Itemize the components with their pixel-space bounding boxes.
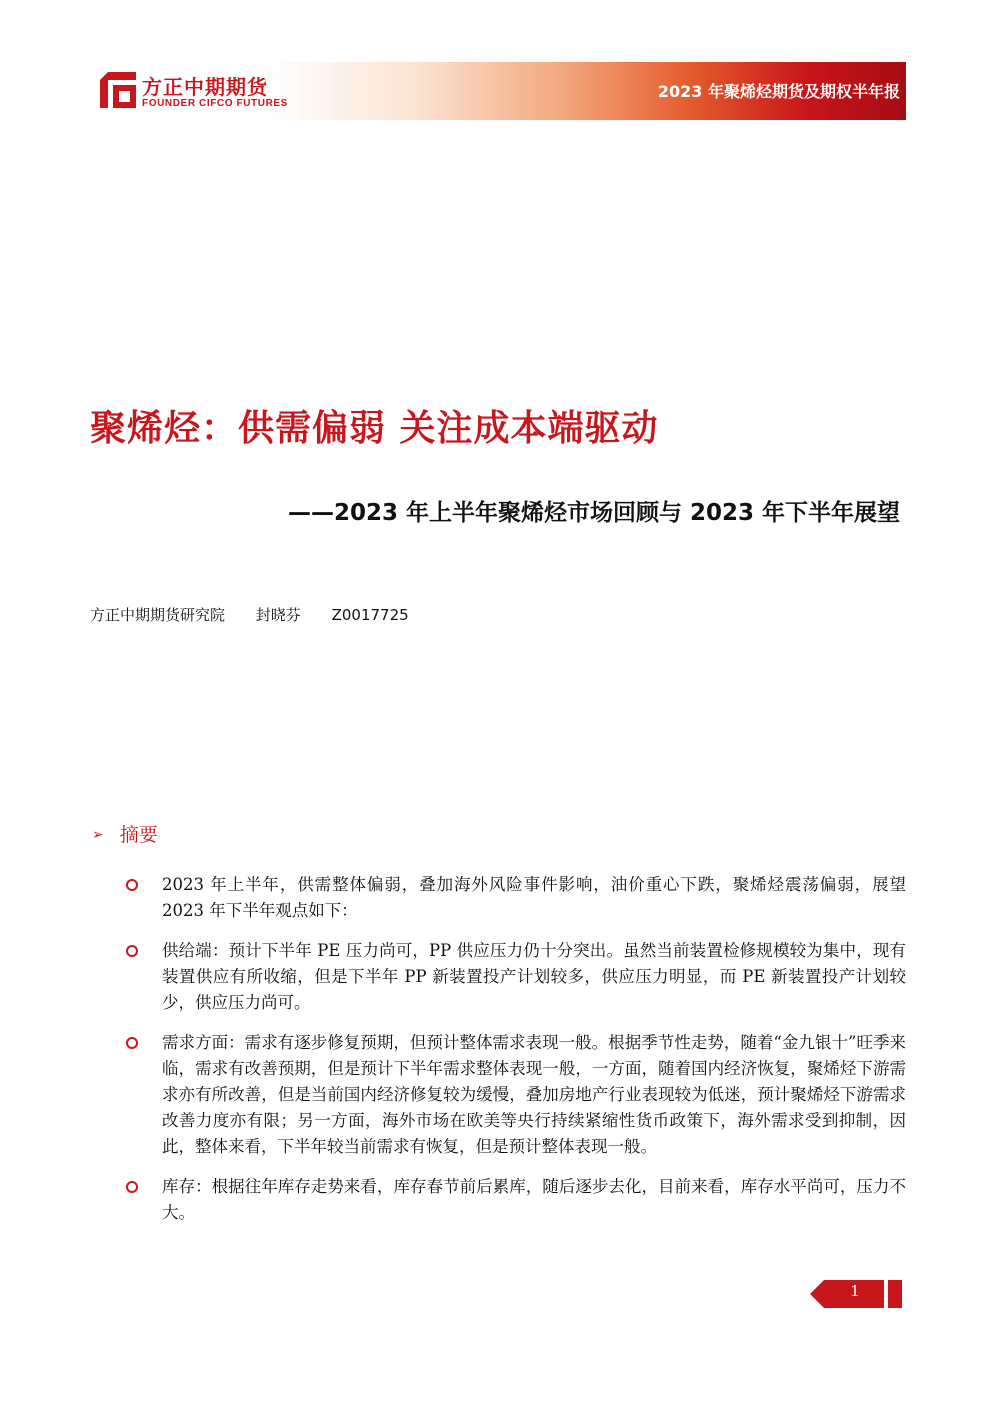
list-item-text: 库存：根据往年库存走势来看，库存春节前后累库，随后逐步去化，目前来看，库存水平尚可，压力不大。: [162, 1177, 906, 1222]
circle-bullet-icon: [126, 879, 138, 891]
arrow-bullet-icon: ➢: [92, 827, 104, 843]
founder-logo-icon: [100, 72, 136, 108]
list-item-text: 需求方面：需求有逐步修复预期，但预计整体需求表现一般。根据季节性走势，随着“金九银十”旺季来临，需求有改善预期，但是预计下半年需求整体表现一般，一方面，随着国内经济恢复，聚烯烃下游需求亦有所改善，但是当前国内经济修复较为缓慢，叠加房地产行业表现较为低迷，预计聚烯烃下游需求改善力度亦有限；另一方面，海外市场在欧美等央行持续紧缩性货币政策下，海外需求受到抑制，因此，整体来看，下半年较当前需求有恢复，但是预计整体表现一般。: [162, 1033, 906, 1156]
sub-title: ——2023 年上半年聚烯烃市场回顾与 2023 年下半年展望: [287, 500, 900, 526]
summary-heading-text: 摘要: [119, 824, 158, 846]
list-item-text: 2023 年上半年，供需整体偏弱，叠加海外风险事件影响，油价重心下跌，聚烯烃震荡偏弱，展望 2023 年下半年观点如下：: [162, 875, 906, 920]
report-title: 2023 年聚烯烃期货及期权半年报: [657, 82, 900, 101]
list-item: [124, 1030, 906, 1160]
author-line: [90, 604, 435, 625]
logo-english-name: FOUNDER CIFCO FUTURES: [142, 98, 288, 109]
author-name: 封晓芬: [255, 606, 301, 624]
author-license: Z0017725: [331, 606, 409, 624]
list-item: [124, 872, 906, 924]
page-number: 1: [850, 1282, 860, 1300]
author-institute: 方正中期期货研究院: [90, 606, 226, 624]
circle-bullet-icon: [126, 945, 138, 957]
list-item-text: 供给端：预计下半年 PE 压力尚可，PP 供应压力仍十分突出。虽然当前装置检修规模较为集中，现有装置供应有所收缩，但是下半年 PP 新装置投产计划较多，供应压力明显，而 PE 新装置投产计划较少，供应压力尚可。: [162, 941, 906, 1012]
main-title: 聚烯烃：供需偏弱 关注成本端驱动: [90, 408, 659, 449]
summary-list: [124, 872, 906, 1240]
summary-heading: [92, 820, 158, 847]
logo-chinese-name: 方正中期期货: [142, 75, 268, 99]
circle-bullet-icon: [126, 1181, 138, 1193]
list-item: [124, 1174, 906, 1226]
circle-bullet-icon: [126, 1037, 138, 1049]
list-item: [124, 938, 906, 1016]
